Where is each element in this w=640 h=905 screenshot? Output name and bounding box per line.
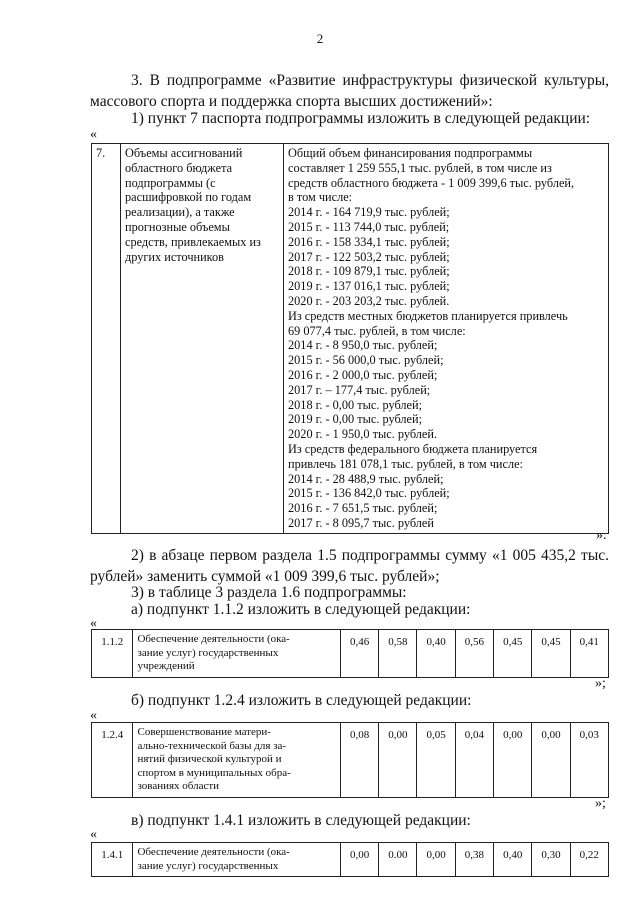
text-line: 2017 г. – 177,4 тыс. рублей; — [288, 382, 431, 397]
text-line: привлечь 181 078,1 тыс. рублей, в том числе: — [288, 456, 523, 471]
text-line: в том числе: — [288, 190, 353, 205]
sub-b-text: б) подпункт 1.2.4 изложить в следующей редакции: — [131, 692, 472, 709]
item-2-line2: рублей» заменить суммой «1 009 399,6 тыс. рублей»; — [90, 568, 440, 585]
text-line: подпрограммы (с — [125, 175, 216, 190]
value-cell: 0,00 — [532, 723, 570, 798]
text-line: ально-технической базы для за- — [137, 739, 287, 752]
value-cell: 0,30 — [532, 843, 570, 877]
value-cell: 0,45 — [494, 630, 532, 678]
item-code: 1.4.1 — [92, 843, 133, 877]
value-cell: 0,04 — [455, 723, 493, 798]
sub-c-open-quote: « — [90, 827, 97, 842]
text-line: 2014 г. - 28 488,9 тыс. рублей; — [288, 471, 444, 486]
sub-c-text: в) подпункт 1.4.1 изложить в следующей редакции: — [131, 812, 471, 829]
text-line: средств, привлекаемых из — [125, 234, 261, 249]
text-line: 2018 г. - 109 879,1 тыс. рублей; — [288, 264, 450, 279]
text-line: составляет 1 259 555,1 тыс. рублей, в том числе из — [288, 160, 552, 175]
value-cell: 0,56 — [455, 630, 493, 678]
text-line: 2015 г. - 113 744,0 тыс. рублей; — [288, 219, 450, 234]
text-line: 2018 г. - 0,00 тыс. рублей; — [288, 397, 422, 412]
text-line: 2014 г. - 8 950,0 тыс. рублей; — [288, 338, 438, 353]
row-number: 7. — [92, 144, 121, 534]
text-line: зание услуг) государственных — [137, 646, 279, 659]
text-line: средств областного бюджета - 1 009 399,6 тыс. рублей, — [288, 175, 575, 190]
text-line: 2019 г. - 137 016,1 тыс. рублей; — [288, 279, 450, 294]
item-description — [133, 723, 340, 798]
value-cell: 0,00 — [494, 723, 532, 798]
text-line: 2020 г. - 203 203,2 тыс. рублей. — [288, 293, 450, 308]
row-description — [121, 144, 284, 534]
text-line: 2020 г. - 1 950,0 тыс. рублей. — [288, 427, 438, 442]
value-cell: 0,46 — [340, 630, 378, 678]
section-heading-line1: 3. В подпрограмме «Развитие инфраструктуры физической культуры, — [131, 72, 609, 89]
text-line: Объемы ассигнований — [125, 146, 243, 160]
value-cell: 0,40 — [494, 843, 532, 877]
value-cell: 0,45 — [532, 630, 570, 678]
text-line: Обеспечение деятельности (ока- — [137, 846, 290, 858]
text-line: нятий физической культурой и — [137, 753, 282, 765]
value-cell: 0,22 — [570, 843, 608, 877]
open-quote: « — [90, 127, 97, 142]
value-cell: 0,58 — [379, 630, 417, 678]
text-line: спортом в муниципальных обра- — [137, 766, 291, 779]
sub-a-close-quote: »; — [595, 676, 606, 691]
value-cell: 0,00 — [417, 843, 455, 877]
table-1-2-4 — [91, 722, 609, 798]
item-2-line1: 2) в абзаце первом раздела 1.5 подпрограммы сумму «1 005 435,2 тыс. — [131, 547, 609, 564]
page-number: 2 — [316, 31, 324, 46]
value-cell: 0,00 — [340, 843, 378, 877]
text-line: 2015 г. - 56 000,0 тыс. рублей; — [288, 353, 444, 368]
text-line: расшифровкой по годам — [125, 190, 252, 205]
text-line: других источников — [125, 249, 224, 264]
text-line: учреждений — [137, 660, 195, 672]
text-line: зание услуг) государственных — [137, 859, 279, 872]
item-description — [133, 630, 340, 678]
text-line: 2014 г. - 164 719,9 тыс. рублей; — [288, 205, 450, 220]
value-cell: 0,03 — [570, 723, 608, 798]
sub-b-close-quote: »; — [595, 796, 606, 811]
value-cell: 0.00 — [379, 843, 417, 877]
text-line: Общий объем финансирования подпрограммы — [288, 146, 533, 160]
text-line: 2017 г. - 8 095,7 тыс. рублей — [288, 515, 434, 530]
text-line: прогнозные объемы — [125, 219, 230, 234]
text-line: 2016 г. - 158 334,1 тыс. рублей; — [288, 234, 450, 249]
table-row — [92, 144, 609, 534]
row-content — [284, 144, 609, 534]
value-cell: 0,38 — [455, 843, 493, 877]
text-line: Из средств федерального бюджета планируется — [288, 441, 538, 456]
text-line: 2016 г. - 2 000,0 тыс. рублей; — [288, 367, 438, 382]
table-1-4-1 — [91, 842, 609, 877]
item-code: 1.1.2 — [92, 630, 133, 678]
sub-a-open-quote: « — [90, 616, 97, 631]
sub-b-open-quote: « — [90, 708, 97, 723]
text-line: 2017 г. - 122 503,2 тыс. рублей; — [288, 249, 450, 264]
item-3-text: 3) в таблице 3 раздела 1.6 подпрограммы: — [131, 584, 407, 601]
text-line: Обеспечение деятельности (ока- — [137, 633, 290, 645]
item-description — [133, 843, 340, 877]
value-cell: 0,40 — [417, 630, 455, 678]
table-1-1-2 — [91, 629, 609, 678]
close-quote: ». — [596, 528, 607, 543]
item-code: 1.2.4 — [92, 723, 133, 798]
passport-table — [91, 143, 609, 534]
text-line: областного бюджета — [125, 160, 233, 175]
text-line: Из средств местных бюджетов планируется привлечь — [288, 308, 568, 323]
text-line: Совершенствование матери- — [137, 726, 271, 738]
text-line: зованиях области — [137, 780, 220, 792]
table-row — [92, 723, 609, 798]
section-heading-line2: массового спорта и поддержка спорта высших достижений»: — [90, 93, 493, 110]
text-line: 2019 г. - 0,00 тыс. рублей; — [288, 412, 422, 427]
table-row — [92, 843, 609, 877]
item-1-text: 1) пункт 7 паспорта подпрограммы изложить в следующей редакции: — [131, 110, 591, 127]
value-cell: 0,00 — [379, 723, 417, 798]
text-line: 2016 г. - 7 651,5 тыс. рублей; — [288, 501, 438, 516]
text-line: реализации), а также — [125, 205, 235, 220]
value-cell: 0,08 — [340, 723, 378, 798]
value-cell: 0,41 — [570, 630, 608, 678]
text-line: 69 077,4 тыс. рублей, в том числе: — [288, 323, 466, 338]
text-line: 2015 г. - 136 842,0 тыс. рублей; — [288, 486, 450, 501]
value-cell: 0,05 — [417, 723, 455, 798]
table-row — [92, 630, 609, 678]
sub-a-text: а) подпункт 1.1.2 изложить в следующей редакции: — [131, 601, 471, 618]
